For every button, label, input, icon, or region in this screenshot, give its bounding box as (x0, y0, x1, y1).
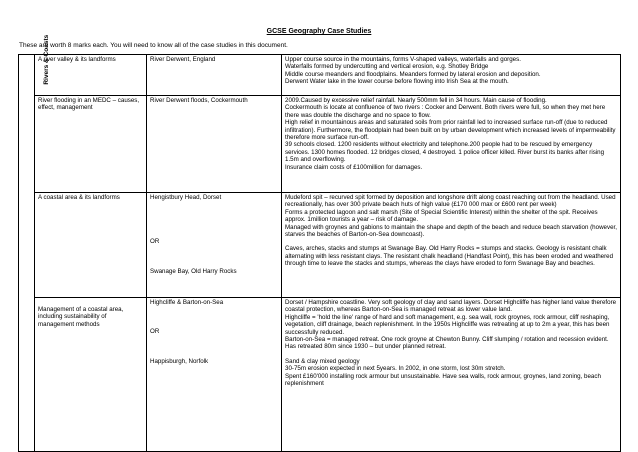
note-line: Cockermouth is locate at confluence of two rivers : Cocker and Derwent. Both rivers were full, so when they met here there was double the discharge and no space to flow. (285, 104, 606, 119)
note-line: Caves, arches, stacks and stumps at Swanage Bay. Old Harry Rocks = stumps and stacks. Geology is resistant chalk alternating with less resistant clays. The resistant chalk headland (Handfast Point), this has been eroded and weathered through time to leave the stacks and stumps, whereas the clays have eroded to form Swanage Bay and beaches. (285, 245, 614, 268)
notes-cell (282, 193, 621, 298)
or-label: OR (150, 238, 160, 246)
side-label: Rivers & Coasts (43, 34, 51, 85)
note-line: Managed with groynes and gabions to maintain the shape and depth of the beach and reduce beach starvation (however, starves the beaches of Barton-on-Sea downcoast). (285, 223, 617, 239)
page-title: GCSE Geography Case Studies (266, 28, 372, 35)
table-row (19, 193, 621, 298)
notes-cell (282, 96, 621, 193)
example-line: Hengistbury Head, Dorset (150, 194, 222, 201)
example-cell (147, 298, 282, 452)
note-line: Derwent Water lake in the lower course before flowing into Irish Sea at the mouth. (285, 78, 509, 86)
example-line: Highcliffe & Barton-on-Sea (150, 299, 224, 306)
note-line: Mudeford spit – recurved spit formed by deposition and longshore drift along coast reaching out from the headland. Used recreationally, has over 300 private beach huts of high value (£170 000 max or £600 rent per week) (285, 194, 616, 209)
topic-line: Management of a coastal area, including sustainability of management methods (38, 306, 124, 328)
note-line: Sand & clay mixed geology (285, 357, 360, 365)
table-row (19, 298, 621, 452)
topic-cell: River flooding in an MEDC – causes, effect, management (35, 96, 147, 193)
note-line: Forms a protected lagoon and salt marsh (Site of Special Scientific Interest) within the shelter of the spit. Receives approx. 1million tourists a year – risk of damage. (285, 208, 598, 224)
note-line: Dorset / Hampshire coastline. Very soft geology of clay and sand layers. Dorset Highcliffe has higher land value therefore coastal protection, whereas Barton-on-Sea is managed retreat as lower value land. (285, 299, 617, 314)
or-label: OR (150, 328, 160, 336)
topic-cell: A coastal area & its landforms (35, 193, 147, 298)
example-line: Happisburgh, Norfolk (150, 357, 209, 365)
note-line: 2009.Caused by excessive relief rainfall. Nearly 500mm fell in 34 hours. Main cause of flooding. (285, 97, 547, 104)
note-line: Waterfalls formed by undercutting and vertical erosion, e.g. Shotley Bridge (285, 63, 489, 71)
note-line: Middle course meanders and floodplains. Meanders formed by lateral erosion and deposition. (285, 70, 541, 78)
note-line: 30-75m erosion expected in next 5years. In 2002, in one storm, lost 30m stretch. (285, 365, 506, 373)
topic-cell: A river valley & its landforms (35, 55, 147, 96)
note-line: Spent £160'000 installing rock armour but unsustainable. Have sea walls, rock armour, groynes, land zoning, beach replenishment (285, 372, 601, 388)
notes-cell (282, 298, 621, 452)
topic-cell (35, 298, 147, 452)
side-label-cell (19, 34, 51, 452)
note-line: Insurance claim costs of £100million for damages. (285, 163, 423, 171)
example-cell: River Derwent floods, Cockermouth (147, 96, 282, 193)
note-line: Highcliffe = 'hold the line' range of hard and soft management, e.g. sea wall, rock groynes, rock armour, cliff reshaping, vegetation, cliff drainage, beach replenishment. In the 1950s Highcliffe was retreating at up to 2m a year, this has been successfully reduced. (285, 313, 610, 336)
note-line: High relief in mountainous areas and saturated soils from prior rainfall led to increased surface run-off (due to reduced infiltration). Furthermore, the floodplain had been built on by urban development which increased levels of impermeability therefore more surface run-off. (285, 119, 616, 142)
intro-text: These are worth 8 marks each. You will need to know all of the case studies in this document. (19, 42, 288, 49)
example-cell (147, 193, 282, 298)
table-row (19, 96, 621, 193)
notes-cell (282, 55, 621, 96)
example-line: Swanage Bay, Old Harry Rocks (150, 267, 237, 275)
note-line: 39 schools closed. 1200 residents without electricity and telephone.200 people had to be rescued by emergency services. 1300 homes flooded. 12 bridges closed, 4 destroyed. 1 police officer killed. River burst its banks after rising 1.5m and overflowing. (285, 141, 605, 164)
note-line: Barton-on-Sea = managed retreat. One rock groyne at Chewton Bunny. Cliff slumping / rotation and recession evident. Has retreated 80m since 1930 – but under planned retreat. (285, 336, 609, 351)
note-line: Upper course source in the mountains, forms V-shaped valleys, waterfalls and gorges. (285, 56, 521, 63)
example-cell: River Derwent, England (147, 55, 282, 96)
table-row (19, 55, 621, 96)
